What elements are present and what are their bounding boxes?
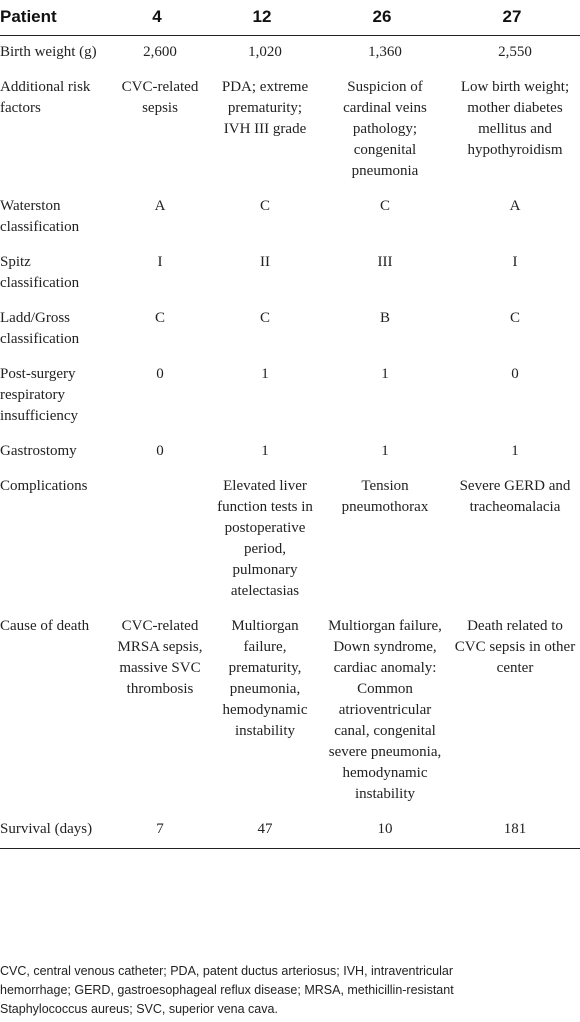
row-post-surgery-respiratory-insufficiency	[0, 358, 580, 435]
table-header-row	[0, 0, 580, 35]
table-cell: 10	[320, 813, 450, 849]
row-spitz-classification	[0, 246, 580, 302]
table-cell: 1,020	[248, 43, 282, 60]
table-cell: 0	[156, 442, 164, 459]
table-cell: 0	[511, 365, 519, 382]
row-label: Spitz classification	[0, 253, 80, 291]
table-cell: Multiorgan failure, prematurity, pneumonia, hemodynamic instability	[222, 617, 308, 739]
table-cell: 7	[110, 813, 210, 849]
table-cell: Tension pneumothorax	[341, 477, 429, 515]
footnote-line: CVC, central venous catheter; PDA, patent ductus arteriosus; IVH, intraventricular	[0, 964, 453, 978]
table-cell: 0	[156, 365, 164, 382]
table-cell: C	[259, 197, 270, 214]
table-cell: 2,600	[143, 43, 177, 60]
table-cell: C	[259, 309, 270, 326]
row-waterston-classification	[0, 190, 580, 246]
table-cell: C	[509, 309, 520, 326]
table-cell: 1	[381, 365, 389, 382]
table-cell: Low birth weight; mother diabetes mellitus and hypothyroidism	[460, 78, 570, 158]
table-cell: A	[154, 197, 166, 214]
table-cell: Suspicion of cardinal veins pathology; congenital pneumonia	[343, 78, 427, 179]
footnote-line: hemorrhage; GERD, gastroesophageal reflux disease; MRSA, methicillin-resistant	[0, 983, 454, 997]
header-patient-26: 26	[372, 7, 392, 27]
row-additional-risk-factors	[0, 71, 580, 190]
row-survival	[0, 813, 580, 849]
table-cell: CVC-related sepsis	[121, 78, 199, 116]
row-label: Complications	[0, 477, 88, 494]
table-cell: II	[260, 253, 270, 270]
row-label: Survival (days)	[0, 813, 110, 849]
row-complications	[0, 470, 580, 610]
row-label: Additional risk factors	[0, 78, 91, 116]
row-birth-weight	[0, 35, 580, 71]
table-footnote	[0, 962, 516, 1019]
table-cell: I	[512, 253, 518, 270]
table-cell: Elevated liver function tests in postoperative period, pulmonary atelectasias	[217, 477, 313, 599]
header-patient: Patient	[0, 7, 57, 27]
table-cell: 1	[261, 442, 269, 459]
table-cell: A	[509, 197, 521, 214]
table-cell: 47	[210, 813, 320, 849]
table-cell: 1,360	[368, 43, 402, 60]
row-label: Ladd/Gross classification	[0, 309, 80, 347]
table-cell: CVC-related MRSA sepsis, massive SVC thrombosis	[117, 617, 203, 697]
header-patient-12: 12	[252, 7, 272, 27]
table-cell: C	[154, 309, 165, 326]
row-gastrostomy	[0, 435, 580, 470]
table-cell: Death related to CVC sepsis in other center	[454, 617, 576, 676]
row-cause-of-death	[0, 610, 580, 813]
table-cell: PDA; extreme prematurity; IVH III grade	[221, 78, 309, 137]
header-patient-27: 27	[502, 7, 522, 27]
table-cell: 181	[450, 813, 580, 849]
table-cell: B	[379, 309, 390, 326]
row-label: Waterston classification	[0, 197, 80, 235]
row-label: Post-surgery respiratory insufficiency	[0, 365, 79, 424]
row-label: Birth weight (g)	[0, 43, 97, 60]
row-label: Gastrostomy	[0, 442, 77, 459]
header-patient-4: 4	[152, 7, 162, 27]
table-cell: 1	[261, 365, 269, 382]
table-cell: 2,550	[498, 43, 532, 60]
table-cell: Multiorgan failure, Down syndrome, cardiac anomaly: Common atrioventricular canal, congenital severe pneumonia, hemodynamic instability	[328, 617, 442, 802]
table-cell: 1	[381, 442, 389, 459]
row-ladd-gross-classification	[0, 302, 580, 358]
footnote-line: Staphylococcus aureus; SVC, superior vena cava.	[0, 1002, 278, 1016]
table-cell	[110, 470, 210, 610]
table-cell: III	[377, 253, 393, 270]
table-cell: I	[157, 253, 163, 270]
table-cell: C	[379, 197, 390, 214]
table-cell: Severe GERD and tracheomalacia	[459, 477, 571, 515]
row-label: Cause of death	[0, 617, 90, 634]
table-cell: 1	[511, 442, 519, 459]
